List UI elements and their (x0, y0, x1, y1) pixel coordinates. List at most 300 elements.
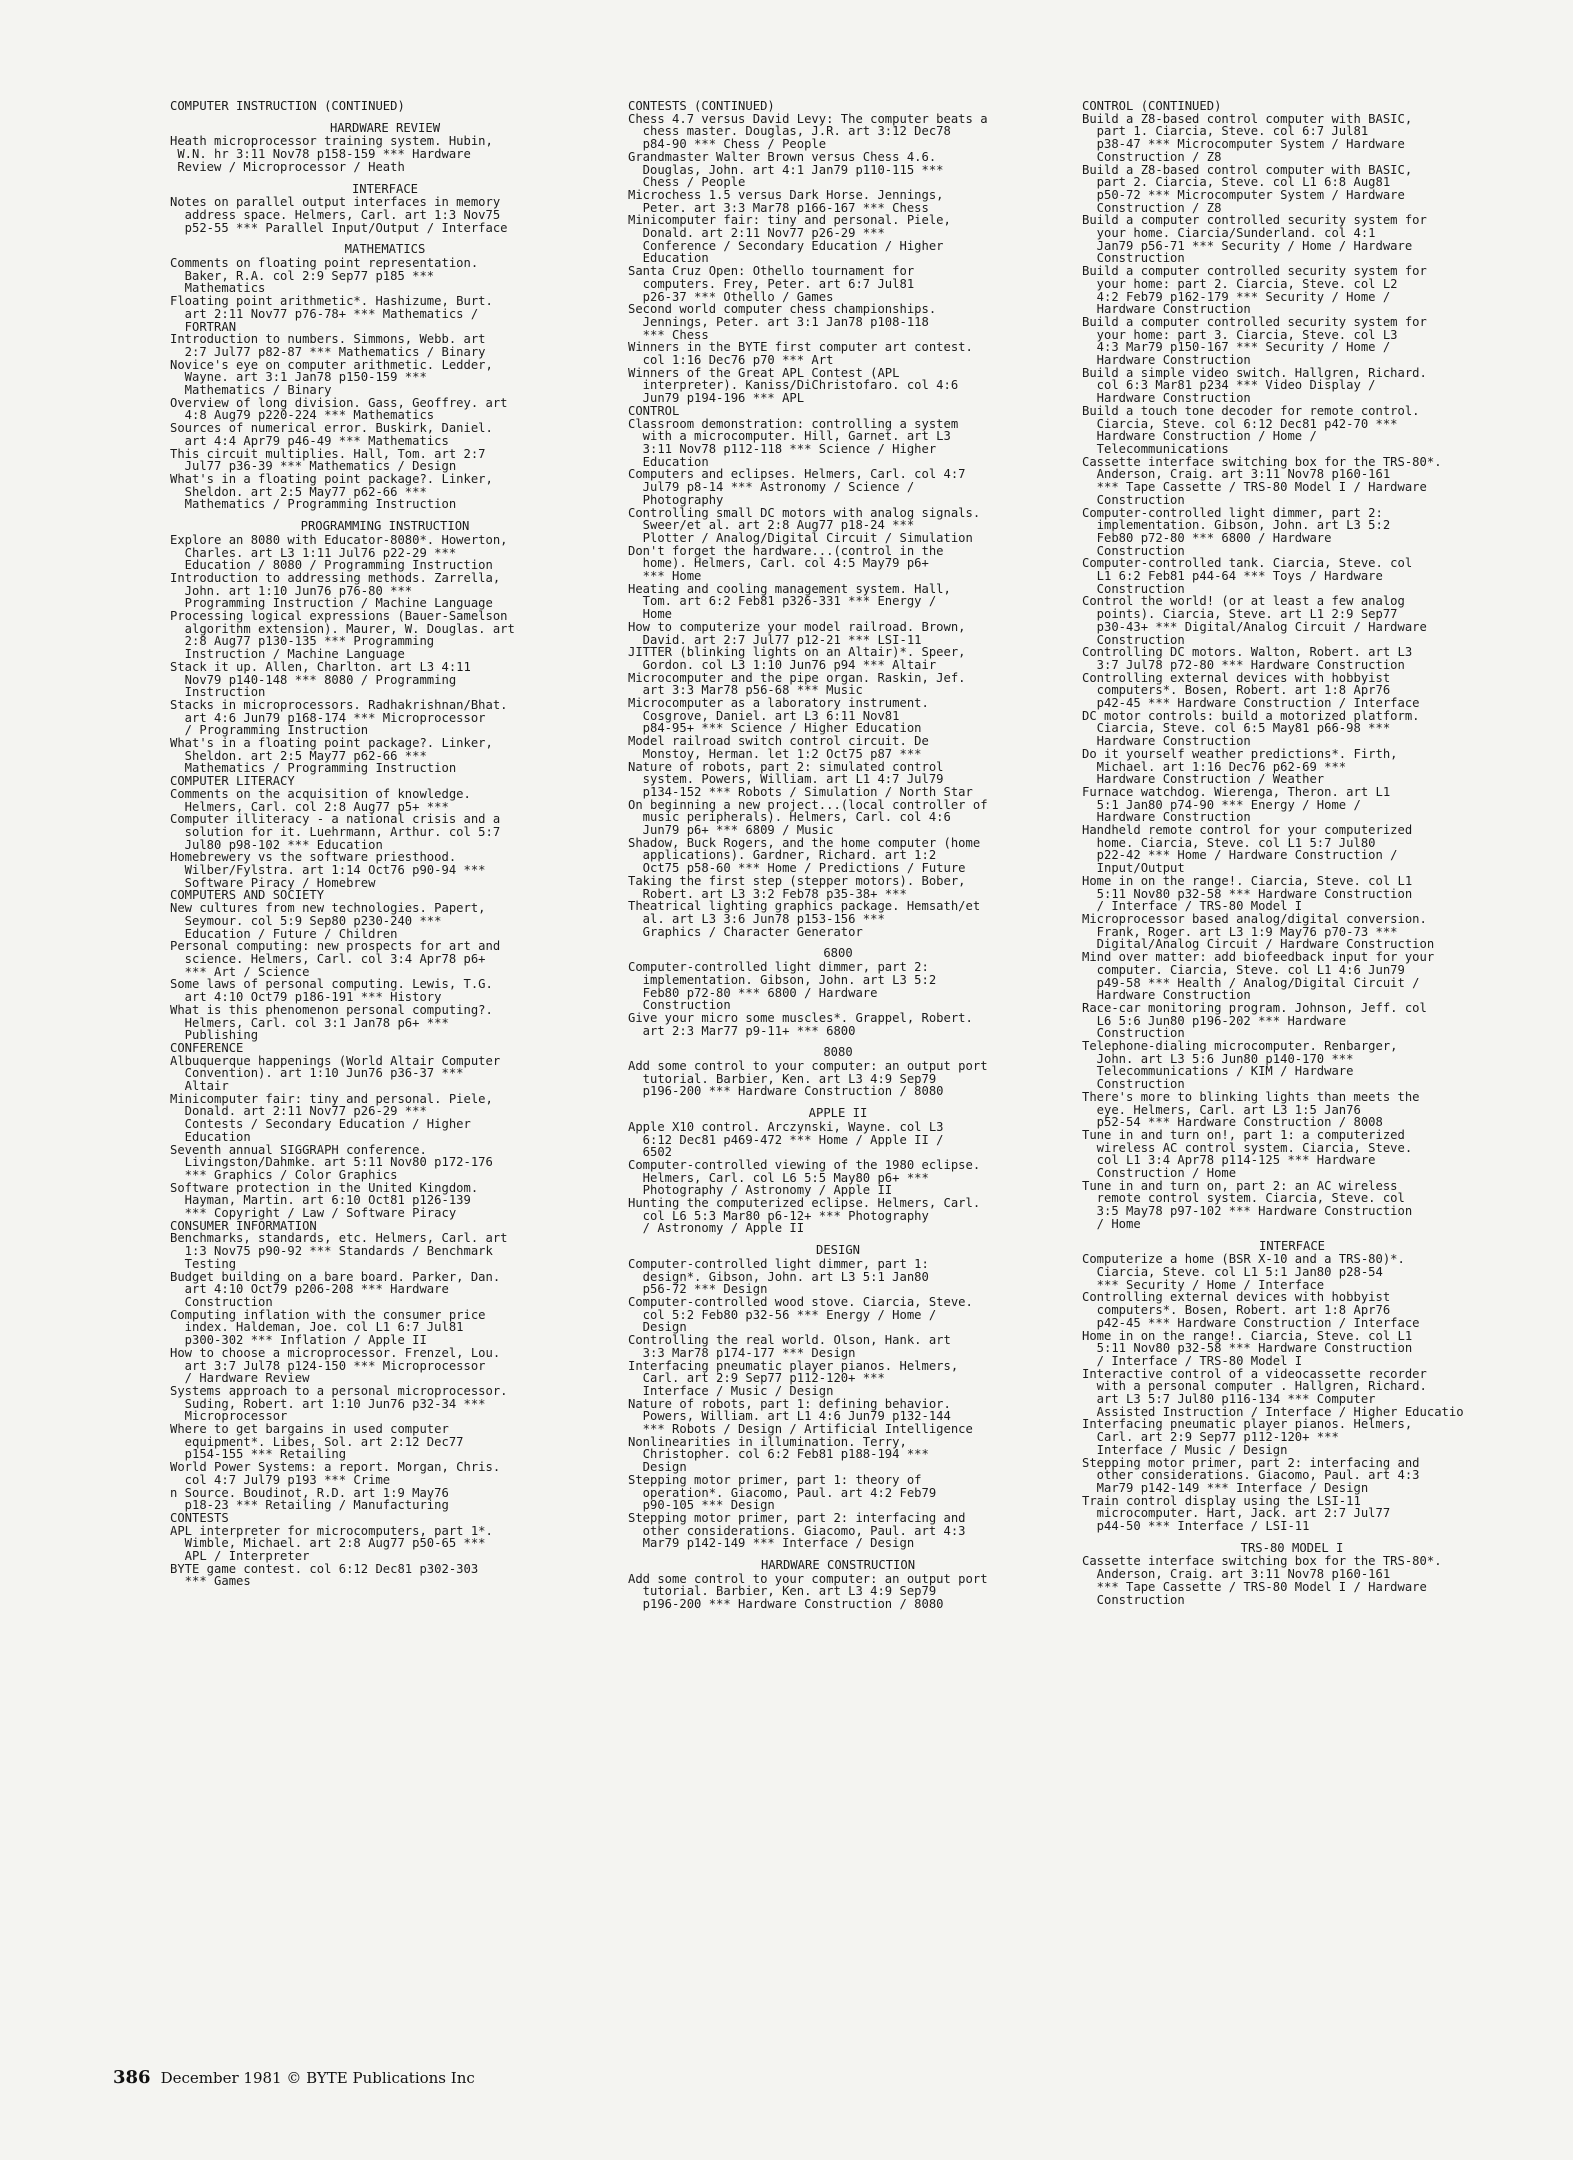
entry-line: Microprocessor (170, 1409, 288, 1424)
entry-line: microcomputer. Hart, Jack. art 2:7 Jul77 (1082, 1506, 1391, 1521)
index-entry (628, 583, 1048, 621)
entry-line: This circuit multiplies. Hall, Tom. art 2:7 (170, 446, 486, 461)
entry-line: Interface / Music / Design (1082, 1442, 1288, 1457)
entry-line: art 3:7 Jul78 p124-150 *** Microprocessor (170, 1358, 486, 1373)
entry-line: Sweer/et al. art 2:8 Aug77 p18-24 *** (628, 518, 915, 533)
entry-line: / Interface / TRS-80 Model I (1082, 1353, 1303, 1368)
entry-line: art 2:11 Nov77 p76-78+ *** Mathematics / (170, 306, 479, 321)
entry-line: Programming Instruction / Machine Language (170, 596, 493, 611)
entry-line: Livingston/Dahmke. art 5:11 Nov80 p172-176 (170, 1155, 493, 1170)
entry-line: art 4:4 Apr79 p46-49 *** Mathematics (170, 433, 449, 448)
entry-line: New cultures from new technologies. Papert, (170, 901, 486, 916)
entry-line: Carl. art 2:9 Sep77 p112-120+ *** (628, 1371, 885, 1386)
entry-line: 4:3 Mar79 p150-167 *** Security / Home / (1082, 340, 1391, 355)
entry-line: p154-155 *** Retailing (170, 1447, 347, 1462)
entry-line: p52-54 *** Hardware Construction / 8008 (1082, 1115, 1383, 1130)
index-entry (170, 788, 600, 813)
entry-line: col L6 5:3 Mar80 p6-12+ *** Photography (628, 1208, 929, 1223)
entry-line: address space. Helmers, Carl. art 1:3 Nov75 (170, 207, 501, 222)
index-entry (628, 735, 1048, 760)
entry-line: Hardware Construction (1082, 302, 1251, 317)
index-entry (628, 961, 1048, 1012)
entry-line: Microcomputer and the pipe organ. Raskin, Jef. (628, 670, 966, 685)
entry-line: Mathematics / Binary (170, 383, 332, 398)
column-header: CONTROL (CONTINUED) (1082, 99, 1222, 113)
page-number: 386 (113, 2067, 151, 2088)
entry-line: 6:12 Dec81 p469-472 *** Home / Apple II / (628, 1132, 944, 1147)
entry-line: Gordon. col L3 1:10 Jun76 p94 *** Altair (628, 657, 937, 672)
entry-line: interpreter). Kaniss/DiChristofaro. col 4:6 (628, 378, 959, 393)
column-header: CONTESTS (CONTINUED) (628, 99, 775, 113)
index-entry (1082, 507, 1502, 558)
entry-line: / Hardware Review (170, 1371, 310, 1386)
entry-line: L1 6:2 Feb81 p44-64 *** Toys / Hardware (1082, 569, 1383, 584)
entry-line: your home: part 2. Ciarcia, Steve. col L2 (1082, 276, 1398, 291)
entry-line: 3:3 Mar78 p174-177 *** Design (628, 1345, 856, 1360)
entry-line: Do it yourself weather predictions*. Firth, (1082, 746, 1398, 761)
entry-line: Mathematics (170, 281, 266, 296)
entry-line: Comments on the acquisition of knowledge. (170, 786, 471, 801)
entry-line: Construction (1082, 543, 1185, 558)
entry-line: *** Tape Cassette / TRS-80 Model I / Hardware (1082, 480, 1427, 495)
entry-line: Personal computing: new prospects for art and (170, 939, 501, 954)
entry-line: Ciarcia, Steve. col 6:5 May81 p66-98 *** (1082, 721, 1391, 736)
entry-line: *** Robots / Design / Artificial Intelligence (628, 1422, 973, 1437)
entry-line: Ciarcia, Steve. col L1 5:1 Jan80 p28-54 (1082, 1264, 1383, 1279)
entry-line: What is this phenomenon personal computing?. (170, 1002, 493, 1017)
index-entry (170, 1055, 600, 1093)
entry-line: / Programming Instruction (170, 723, 369, 738)
entry-line: Add some control to your computer: an output port (628, 1571, 988, 1586)
entry-line: Software Piracy / Homebrew (170, 875, 376, 890)
index-entry (170, 572, 600, 610)
entry-line: equipment*. Libes, Sol. art 2:12 Dec77 (170, 1434, 464, 1449)
entry-line: Computer-controlled light dimmer, part 2: (1082, 505, 1383, 520)
entry-line: Benchmarks, standards, etc. Helmers, Carl. art (170, 1231, 508, 1246)
entry-line: Altair (170, 1079, 229, 1094)
entry-line: Sheldon. art 2:5 May77 p62-66 *** (170, 484, 427, 499)
entry-line: Anderson, Craig. art 3:11 Nov78 p160-161 (1082, 1567, 1391, 1582)
index-entry (170, 978, 600, 1003)
entry-line: JITTER (blinking lights on an Altair)*. Speer, (628, 645, 966, 660)
entry-line: Computing inflation with the consumer price (170, 1307, 486, 1322)
index-entry (170, 1144, 600, 1182)
entry-line: Telecommunications / KIM / Hardware (1082, 1064, 1354, 1079)
entry-line: Review / Microprocessor / Heath (170, 159, 405, 174)
index-entry (1082, 367, 1502, 405)
index-entry (1082, 646, 1502, 671)
index-entry (1082, 1129, 1502, 1180)
entry-line: What's in a floating point package?. Linker, (170, 471, 493, 486)
entry-line: Build a Z8-based control computer with BASIC, (1082, 111, 1413, 126)
index-entry (628, 507, 1048, 545)
entry-line: Furnace watchdog. Wierenga, Theron. art L1 (1082, 784, 1391, 799)
index-entry (628, 468, 1048, 506)
index-entry (1082, 1330, 1502, 1368)
entry-line: Theatrical lighting graphics package. Hemsath/et (628, 899, 981, 914)
entry-line: Frank, Roger. art L3 1:9 May76 p70-73 *** (1082, 924, 1398, 939)
entry-line: p18-23 *** Retailing / Manufacturing (170, 1498, 449, 1513)
section-heading: MATHEMATICS (344, 242, 426, 257)
category-heading: CONSUMER INFORMATION (170, 1218, 317, 1233)
entry-line: 4:2 Feb79 p162-179 *** Security / Home / (1082, 289, 1391, 304)
entry-line: points). Ciarcia, Steve. art L1 2:9 Sep77 (1082, 607, 1398, 622)
entry-line: Monstoy, Herman. let 1:2 Oct75 p87 *** (628, 746, 922, 761)
entry-line: L6 5:6 Jun80 p196-202 *** Hardware (1082, 1013, 1347, 1028)
entry-line: Give your micro some muscles*. Grappel, Robert. (628, 1010, 973, 1025)
entry-line: p22-42 *** Home / Hardware Construction / (1082, 848, 1398, 863)
section-heading: 8080 (823, 1045, 853, 1060)
entry-line: Jennings, Peter. art 3:1 Jan78 p108-118 (628, 314, 929, 329)
entry-line: remote control system. Ciarcia, Steve. col (1082, 1191, 1405, 1206)
entry-line: On beginning a new project...(local controller of (628, 797, 988, 812)
index-entry (170, 1525, 600, 1563)
index-entry (1082, 672, 1502, 710)
index-entry (170, 397, 600, 422)
entry-line: Jul79 p8-14 *** Astronomy / Science / (628, 480, 915, 495)
entry-line: design*. Gibson, John. art L3 5:1 Jan80 (628, 1269, 929, 1284)
index-column-3 (1082, 100, 1502, 1606)
entry-line: Some laws of personal computing. Lewis, T.G. (170, 977, 493, 992)
index-entry (628, 545, 1048, 583)
entry-line: Heath microprocessor training system. Hubin, (170, 134, 493, 149)
index-entry (170, 1563, 600, 1588)
entry-line: Design (628, 1460, 687, 1475)
entry-line: Build a touch tone decoder for remote control. (1082, 403, 1420, 418)
category-heading: CONFERENCE (170, 1040, 244, 1055)
entry-line: 2:7 Jul77 p82-87 *** Mathematics / Binary (170, 344, 486, 359)
entry-line: Instruction / Machine Language (170, 647, 405, 662)
entry-line: Hardware Construction / Home / (1082, 429, 1317, 444)
index-entry (1082, 1040, 1502, 1091)
index-entry (1082, 1368, 1502, 1419)
entry-line: Heating and cooling management system. Hall, (628, 581, 951, 596)
entry-line: Microprocessor based analog/digital conversion. (1082, 912, 1427, 926)
entry-line: 6502 (628, 1145, 673, 1160)
entry-line: Software protection in the United Kingdom. (170, 1180, 479, 1195)
entry-line: Interface / Music / Design (628, 1383, 834, 1398)
entry-line: p42-45 *** Hardware Construction / Interface (1082, 1315, 1420, 1330)
entry-line: Telephone-dialing microcomputer. Renbarger, (1082, 1039, 1398, 1054)
entry-line: Homebrewery vs the software priesthood. (170, 850, 457, 865)
entry-line: Education (170, 1129, 251, 1144)
entry-line: Jun79 p194-196 *** APL (628, 391, 805, 406)
entry-line: col 1:16 Dec76 p70 *** Art (628, 353, 834, 368)
entry-line: Carl. art 2:9 Sep77 p112-120+ *** (1082, 1430, 1339, 1445)
entry-line: Construction (170, 1294, 273, 1309)
entry-line: Computerize a home (BSR X-10 and a TRS-80)*. (1082, 1252, 1405, 1267)
index-entry (170, 940, 600, 978)
index-entry (628, 367, 1048, 405)
index-entry (628, 341, 1048, 366)
entry-line: / Home (1082, 1216, 1141, 1231)
entry-line: Wayne. art 3:1 Jan78 p150-159 *** (170, 370, 427, 385)
entry-line: p44-50 *** Interface / LSI-11 (1082, 1519, 1310, 1534)
entry-line: p42-45 *** Hardware Construction / Interface (1082, 696, 1420, 711)
entry-line: Computer-controlled viewing of the 1980 eclipse. (628, 1157, 981, 1172)
entry-line: Input/Output (1082, 861, 1185, 876)
entry-line: Hardware Construction (1082, 734, 1251, 749)
index-entry (628, 189, 1048, 214)
entry-line: Helmers, Carl. col 2:8 Aug77 p5+ *** (170, 799, 449, 814)
entry-line: Digital/Analog Circuit / Hardware Construction (1082, 937, 1435, 952)
entry-line: system. Powers, William. art L1 4:7 Jul79 (628, 772, 944, 787)
entry-line: Build a computer controlled security system for (1082, 264, 1427, 279)
entry-line: Explore an 8080 with Educator-8080*. Howerton, (170, 532, 508, 547)
entry-line: p30-43+ *** Digital/Analog Circuit / Hardware (1082, 619, 1427, 634)
entry-line: Build a simple video switch. Hallgren, Richard. (1082, 365, 1427, 380)
entry-line: Nonlinearities in illumination. Terry, (628, 1434, 907, 1449)
entry-line: Construction (628, 998, 731, 1013)
entry-line: 2:8 Aug77 p130-135 *** Programming (170, 634, 435, 649)
entry-line: solution for it. Luehrmann, Arthur. col 5:7 (170, 824, 501, 839)
entry-line: World Power Systems: a report. Morgan, Chris. (170, 1460, 501, 1475)
entry-line: Stacks in microprocessors. Radhakrishnan/Bhat. (170, 697, 508, 712)
entry-line: with a personal computer . Hallgren, Richard. (1082, 1379, 1427, 1394)
entry-line: Race-car monitoring program. Johnson, Jeff. col (1082, 1000, 1427, 1015)
index-entry (1082, 456, 1502, 507)
entry-line: APL / Interpreter (170, 1549, 310, 1564)
entry-line: FORTRAN (170, 319, 237, 334)
entry-line: art L3 5:7 Jul80 p116-134 *** Computer (1082, 1392, 1376, 1407)
entry-line: Jan79 p56-71 *** Security / Home / Hardware (1082, 238, 1413, 253)
entry-line: Feb80 p72-80 *** 6800 / Hardware (1082, 530, 1332, 545)
entry-line: Hunting the computerized eclipse. Helmers, Carl. (628, 1196, 981, 1211)
index-entry (170, 1461, 600, 1486)
index-entry (1082, 1253, 1502, 1291)
entry-line: Microcomputer as a laboratory instrument. (628, 696, 929, 711)
entry-line: How to choose a microprocessor. Frenzel, Lou. (170, 1345, 501, 1360)
index-entry (170, 699, 600, 737)
entry-line: / Astronomy / Apple II (628, 1221, 805, 1236)
entry-line: Graphics / Character Generator (628, 924, 863, 939)
index-entry (628, 1573, 1048, 1611)
entry-line: p90-105 *** Design (628, 1498, 775, 1513)
entry-line: APL interpreter for microcomputers, part 1*. (170, 1523, 493, 1538)
entry-line: Floating point arithmetic*. Hashizume, Burt. (170, 294, 493, 309)
index-entry (628, 1360, 1048, 1398)
entry-line: Mathematics / Programming Instruction (170, 497, 457, 512)
index-entry (628, 1159, 1048, 1197)
index-entry (628, 837, 1048, 875)
entry-line: *** Graphics / Color Graphics (170, 1167, 398, 1182)
index-entry (1082, 913, 1502, 951)
entry-line: / Interface / TRS-80 Model I (1082, 899, 1303, 914)
index-entry (628, 418, 1048, 469)
entry-line: p26-37 *** Othello / Games (628, 289, 834, 304)
index-entry (628, 875, 1048, 900)
entry-line: Stack it up. Allen, Charlton. art L3 4:11 (170, 659, 471, 674)
index-entry (170, 902, 600, 940)
entry-line: music peripherals). Helmers, Carl. col 4:6 (628, 810, 951, 825)
entry-line: index. Haldeman, Joe. col L1 6:7 Jul81 (170, 1320, 464, 1335)
entry-line: applications). Gardner, Richard. art 1:2 (628, 848, 937, 863)
index-entry (1082, 214, 1502, 265)
index-column-1 (170, 100, 600, 1588)
entry-line: p84-90 *** Chess / People (628, 137, 827, 152)
entry-line: Seventh annual SIGGRAPH conference. (170, 1142, 427, 1157)
section-heading: TRS-80 MODEL I (1240, 1540, 1344, 1555)
entry-line: Hardware Construction (1082, 391, 1251, 406)
index-entry (628, 697, 1048, 735)
entry-line: implementation. Gibson, John. art L3 5:2 (628, 972, 937, 987)
entry-line: Cassette interface switching box for the TRS-80*. (1082, 1554, 1442, 1569)
entry-line: DC motor controls: build a motorized platform. (1082, 708, 1420, 723)
entry-line: Photography / Astronomy / Apple II (628, 1183, 893, 1198)
index-entry (170, 448, 600, 473)
index-entry (170, 1004, 600, 1042)
entry-line: Wilber/Fylstra. art 1:14 Oct76 p90-94 *** (170, 863, 486, 878)
entry-line: Photography (628, 492, 724, 507)
entry-line: p300-302 *** Inflation / Apple II (170, 1333, 427, 1348)
index-entry (628, 1398, 1048, 1436)
entry-line: Santa Cruz Open: Othello tournament for (628, 264, 915, 279)
section-heading: APPLE II (808, 1106, 868, 1121)
index-entry (1082, 748, 1502, 786)
entry-line: Telecommunications (1082, 441, 1229, 456)
index-entry (170, 1385, 600, 1423)
index-entry (1082, 824, 1502, 875)
entry-line: Tune in and turn on!, part 1: a computerized (1082, 1127, 1405, 1142)
entry-line: Add some control to your computer: an output port (628, 1059, 988, 1074)
section-heading: INTERFACE (1258, 1238, 1326, 1253)
entry-line: computers*. Bosen, Robert. art 1:8 Apr76 (1082, 683, 1391, 698)
entry-line: Nature of robots, part 2: simulated control (628, 759, 944, 774)
entry-line: Comments on floating point representation. (170, 256, 479, 271)
entry-line: Mar79 p142-149 *** Interface / Design (1082, 1480, 1369, 1495)
entry-line: *** Chess (628, 327, 709, 342)
entry-line: Winners of the Great APL Contest (APL (628, 365, 900, 380)
entry-line: Albuquerque happenings (World Altair Computer (170, 1053, 501, 1068)
entry-line: Seymour. col 5:9 Sep80 p230-240 *** (170, 913, 442, 928)
index-entry (628, 672, 1048, 697)
entry-line: Peter. art 3:3 Mar78 p166-167 *** Chess (628, 200, 929, 215)
section-heading: HARDWARE REVIEW (329, 120, 441, 135)
entry-line: computer. Ciarcia, Steve. col L1 4:6 Jun79 (1082, 962, 1405, 977)
entry-line: chess master. Douglas, J.R. art 3:12 Dec78 (628, 124, 951, 139)
entry-line: Robert. art L3 3:2 Feb78 p35-38+ *** (628, 886, 907, 901)
entry-line: Chess 4.7 versus David Levy: The computer beats a (628, 111, 988, 126)
entry-line: Taking the first step (stepper motors). Bober, (628, 873, 966, 888)
section-heading: PROGRAMMING INSTRUCTION (300, 519, 470, 534)
entry-line: col L1 3:4 Apr78 p114-125 *** Hardware (1082, 1153, 1376, 1168)
entry-line: home. Ciarcia, Steve. col L1 5:7 Jul80 (1082, 835, 1376, 850)
entry-line: Oct75 p58-60 *** Home / Predictions / Future (628, 861, 966, 876)
entry-line: tutorial. Barbier, Ken. art L3 4:9 Sep79 (628, 1584, 937, 1599)
index-entry (170, 661, 600, 699)
entry-line: Handheld remote control for your computerized (1082, 823, 1413, 838)
index-entry (628, 214, 1048, 265)
entry-line: Tom. art 6:2 Feb81 p326-331 *** Energy / (628, 594, 937, 609)
entry-line: Train control display using the LSI-11 (1082, 1493, 1361, 1508)
entry-line: Chess / People (628, 175, 746, 190)
entry-line: Tune in and turn on, part 2: an AC wireless (1082, 1178, 1398, 1193)
entry-line: BYTE game contest. col 6:12 Dec81 p302-303 (170, 1561, 479, 1576)
entry-line: Don't forget the hardware...(control in the (628, 543, 944, 558)
entry-line: p196-200 *** Hardware Construction / 8080 (628, 1084, 944, 1099)
entry-line: Computers and eclipses. Helmers, Carl. col 4:7 (628, 467, 966, 482)
entry-line: Jun79 p6+ *** 6809 / Music (628, 823, 834, 838)
index-entry (170, 1232, 600, 1270)
index-entry (628, 621, 1048, 646)
entry-line: tutorial. Barbier, Ken. art L3 4:9 Sep79 (628, 1071, 937, 1086)
page-footer (113, 2067, 475, 2088)
entry-line: Construction / Z8 (1082, 200, 1222, 215)
index-entry (628, 900, 1048, 938)
entry-line: Novice's eye on computer arithmetic. Ledder, (170, 357, 493, 372)
entry-line: Construction (1082, 492, 1185, 507)
entry-line: *** Games (170, 1574, 251, 1589)
entry-line: Microchess 1.5 versus Dark Horse. Jennings, (628, 187, 944, 202)
index-entry (628, 799, 1048, 837)
index-entry (1082, 951, 1502, 1002)
entry-line: John. art L3 5:6 Jun80 p140-170 *** (1082, 1051, 1354, 1066)
index-entry (1082, 875, 1502, 913)
index-entry (628, 1121, 1048, 1159)
entry-line: Computer-controlled light dimmer, part 2: (628, 960, 929, 975)
entry-line: Mind over matter: add biofeedback input for your (1082, 950, 1435, 965)
entry-line: Controlling small DC motors with analog signals. (628, 505, 981, 520)
entry-line: Processing logical expressions (Bauer-Samelson (170, 609, 508, 624)
entry-line: *** Security / Home / Interface (1082, 1277, 1325, 1292)
entry-line: Mathematics / Programming Instruction (170, 761, 457, 776)
entry-line: Computer-controlled tank. Ciarcia, Steve. col (1082, 556, 1413, 571)
index-entry (628, 1436, 1048, 1474)
entry-line: 3:5 May78 p97-102 *** Hardware Construction (1082, 1204, 1413, 1219)
entry-line: Baker, R.A. col 2:9 Sep77 p185 *** (170, 268, 435, 283)
entry-line: p196-200 *** Hardware Construction / 8080 (628, 1597, 944, 1612)
entry-line: Stepping motor primer, part 1: theory of (628, 1472, 922, 1487)
entry-line: There's more to blinking lights than meets the (1082, 1089, 1420, 1104)
entry-line: Helmers, Carl. col L6 5:5 May80 p6+ *** (628, 1170, 929, 1185)
index-entry (170, 737, 600, 775)
entry-line: Cosgrove, Daniel. art L3 6:11 Nov81 (628, 708, 900, 723)
index-entry (1082, 1291, 1502, 1329)
entry-line: Education (628, 454, 709, 469)
entry-line: wireless AC control system. Ciarcia, Steve. (1082, 1140, 1413, 1155)
category-heading: COMPUTERS AND SOCIETY (170, 888, 325, 903)
index-entry (628, 151, 1048, 189)
entry-line: Interfacing pneumatic player pianos. Helmers, (1082, 1417, 1413, 1432)
index-entry (1082, 316, 1502, 367)
index-entry (170, 1309, 600, 1347)
section-heading: INTERFACE (351, 181, 419, 196)
entry-line: p134-152 *** Robots / Simulation / North Star (628, 784, 973, 799)
entry-line: 1:3 Nov75 p90-92 *** Standards / Benchmark (170, 1244, 493, 1259)
entry-line: other considerations. Giacomo, Paul. art 4:3 (1082, 1468, 1420, 1483)
index-column-2 (628, 100, 1048, 1611)
entry-line: Plotter / Analog/Digital Circuit / Simulation (628, 530, 973, 545)
entry-line: Stepping motor primer, part 2: interfacing and (628, 1510, 966, 1525)
entry-line: eye. Helmers, Carl. art L3 1:5 Jan76 (1082, 1102, 1361, 1117)
entry-line: Publishing (170, 1028, 259, 1043)
entry-line: Grandmaster Walter Brown versus Chess 4.6. (628, 149, 937, 164)
entry-line: Construction (1082, 632, 1185, 647)
index-entry (628, 265, 1048, 303)
entry-line: Where to get bargains in used computer (170, 1422, 449, 1437)
index-entry (170, 295, 600, 333)
entry-line: Systems approach to a personal microprocessor. (170, 1383, 508, 1398)
entry-line: Education / Future / Children (170, 926, 398, 941)
entry-line: Donald. art 2:11 Nov77 p26-29 *** (170, 1104, 427, 1119)
entry-line: Testing (170, 1256, 237, 1271)
entry-line: Anderson, Craig. art 3:11 Nov78 p160-161 (1082, 467, 1391, 482)
entry-line: art 4:10 Oct79 p206-208 *** Hardware (170, 1282, 449, 1297)
entry-line: p49-58 *** Health / Analog/Digital Circuit / (1082, 975, 1420, 990)
index-entry (170, 196, 600, 234)
index-entry (628, 1012, 1048, 1037)
entry-line: Douglas, John. art 4:1 Jan79 p110-115 *** (628, 162, 944, 177)
